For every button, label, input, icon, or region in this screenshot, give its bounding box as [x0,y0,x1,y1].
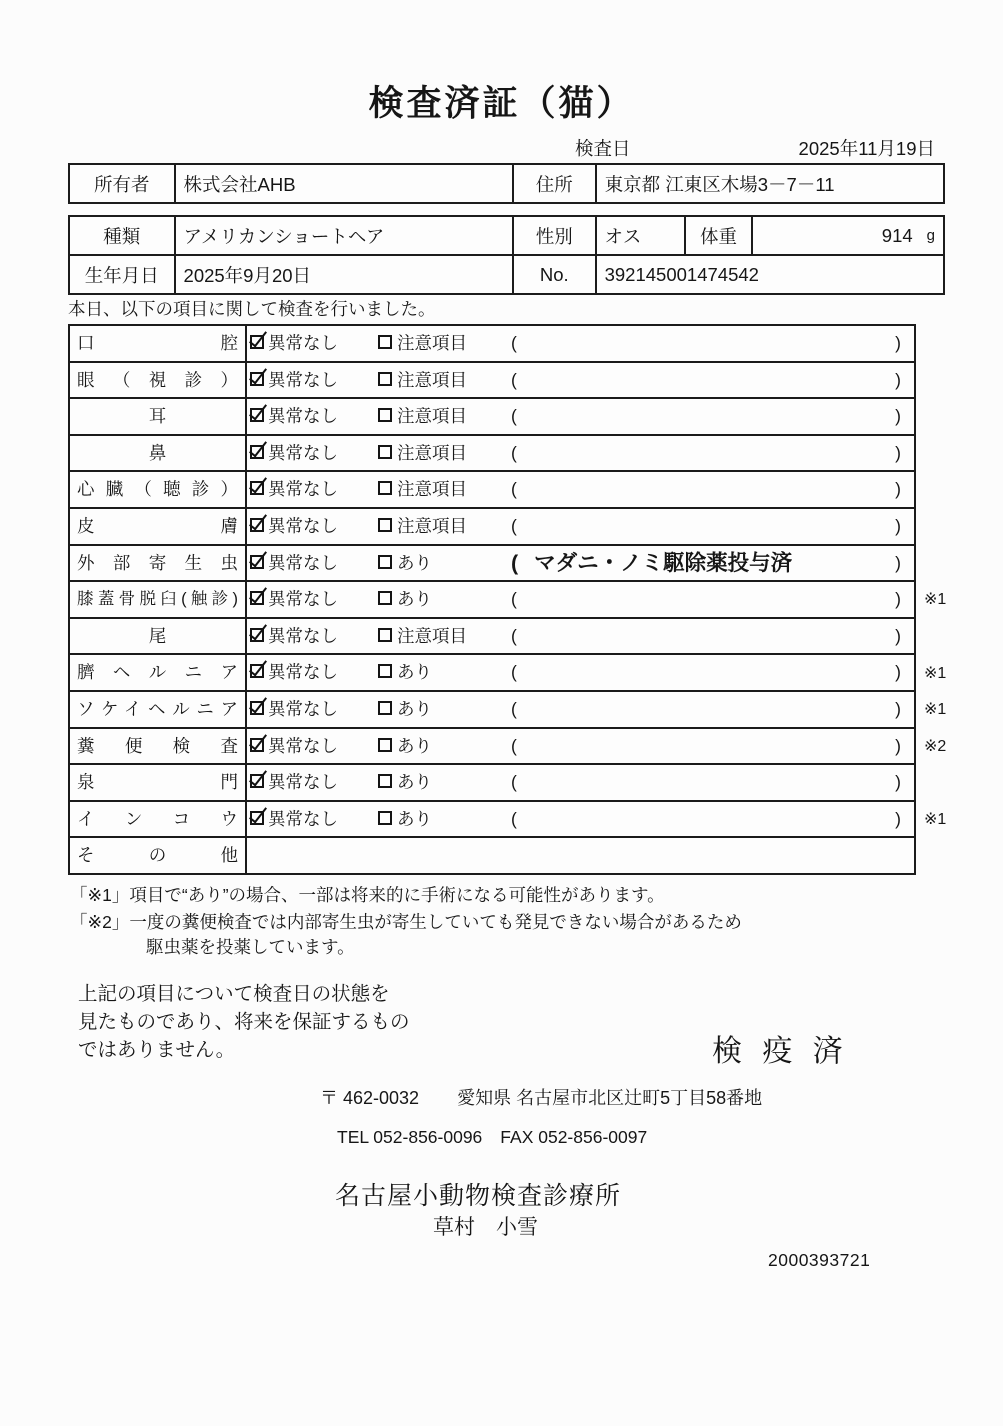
paren-open: ( [511,442,517,463]
paren-open: ( [511,589,517,610]
paren-open: ( [511,333,517,353]
checkbox-checked-icon [250,445,264,459]
row-content [247,655,914,690]
checkbox-checked-icon [250,372,264,386]
disclaimer-line-1: 上記の項目について検査日の状態を [78,983,390,1005]
note-wrap [511,472,533,507]
checkbox-unchecked-icon [378,408,392,422]
species-label: 種類 [103,225,141,247]
paren-close: ) [895,552,901,573]
paren-open: ( [511,735,517,756]
checkbox-checked-icon [250,628,264,642]
clinic-tel-line [337,1127,647,1148]
address-value: 東京都 江東区木場3－7－11 [595,165,943,202]
checkbox-checked-icon [250,555,264,569]
table-row [70,509,914,546]
ok-label: 異常なし [268,369,338,390]
row-label: ソケイヘルニア [70,692,247,727]
ok-label: 異常なし [268,406,338,427]
sex-value: オス [595,217,685,254]
quarantine-stamp: 検 疫 済 [712,1035,849,1068]
checkbox-checked-icon [250,335,264,349]
paren-close: ) [895,625,901,646]
note-wrap [511,326,533,361]
paren-open: ( [511,406,517,427]
table-row [70,326,914,363]
exam-date-value: 2025年11月19日 [798,138,935,159]
row-label: 眼 （ 視 診 ） [70,363,247,398]
row-label: 耳 [70,399,247,434]
ok-label: 異常なし [268,772,338,793]
ok-label: 異常なし [268,808,338,829]
paren-close: ) [895,479,901,500]
owner-label: 所有者 [94,173,150,195]
clinic-tel: TEL 052-856-0096 [337,1127,483,1147]
alt-label: あり [397,808,432,829]
clinic-postal-line [320,1084,762,1110]
checkbox-unchecked-icon [378,591,392,605]
checkbox-unchecked-icon [378,628,392,642]
paren-open: ( [511,625,517,646]
checkbox-checked-icon [250,774,264,788]
checkbox-unchecked-icon [378,445,392,459]
checkbox-unchecked-icon [378,372,392,386]
paren-open: ( [511,698,517,719]
checkbox-checked-icon [250,738,264,752]
ok-label: 異常なし [268,735,338,756]
checkbox-unchecked-icon [378,664,392,678]
table-row [70,838,914,873]
owner-value: 株式会社AHB [174,165,512,202]
paren-open: ( [511,479,517,500]
note-wrap [511,363,533,398]
checkbox-checked-icon [250,481,264,495]
ok-label: 異常なし [268,442,338,463]
row-label: 外 部 寄 生 虫 [70,546,247,581]
note-wrap [511,509,533,544]
note-wrap [511,765,533,800]
row-content [247,509,914,544]
row-label: そ の 他 [70,838,247,873]
no-label: No. [512,256,595,293]
alt-label: あり [397,735,432,756]
footnote-2: 「※2」一度の糞便検査では内部寄生虫が寄生していても発見できない場合があるため [70,912,742,932]
alt-label: 注意項目 [397,479,467,500]
row-content [247,838,914,873]
paren-close: ) [895,369,901,390]
alt-label: 注意項目 [397,625,467,646]
row-content [247,582,914,617]
postal-code: 〒 462-0032 [320,1088,420,1108]
weight-unit: g [926,227,935,244]
table-row [70,655,947,692]
table-row [70,399,914,436]
intro-sentence: 本日、以下の項目に関して検査を行いました。 [68,299,436,319]
ok-label: 異常なし [268,662,338,683]
ok-label: 異常なし [268,698,338,719]
exam-date-label: 検査日 [575,138,631,159]
row-label: 口 腔 [70,326,247,361]
alt-label: あり [397,589,432,610]
page-title: 検査済証（猫） [368,84,635,123]
row-note: マダニ・ノミ駆除薬投与済 [534,550,793,575]
table-row [70,472,914,509]
birth-row [70,254,943,293]
footnote-mark: ※1 [924,591,947,609]
table-row [70,619,914,656]
checkbox-unchecked-icon [378,555,392,569]
checkbox-unchecked-icon [378,518,392,532]
ok-label: 異常なし [268,515,338,536]
address-label: 住所 [512,165,595,202]
paren-close: ) [895,442,901,463]
checkbox-checked-icon [250,408,264,422]
clinic-address: 愛知県 名古屋市北区辻町5丁目58番地 [457,1088,763,1108]
note-wrap [511,582,533,617]
footnote-2-continued: 駆虫薬を投薬しています。 [146,937,355,957]
paren-close: ) [895,772,901,793]
table-row [70,546,914,583]
row-label: 糞 便 検 査 [70,729,247,764]
birth-value: 2025年9月20日 [174,256,512,293]
checkbox-checked-icon [250,518,264,532]
checkbox-unchecked-icon [378,335,392,349]
row-label: イ ン コ ウ [70,802,247,837]
footnote-mark: ※2 [924,737,947,755]
note-wrap [511,399,533,434]
ok-label: 異常なし [268,333,338,353]
paren-open: ( [511,369,517,390]
footnote-mark: ※1 [924,701,947,719]
species-value: アメリカンショートヘア [174,217,512,254]
checklist-table [68,324,947,875]
row-label: 鼻 [70,436,247,471]
table-row [70,436,914,473]
alt-label: あり [397,662,432,683]
ok-label: 異常なし [268,552,338,573]
alt-label: あり [397,552,432,573]
alt-label: 注意項目 [397,442,467,463]
alt-label: あり [397,772,432,793]
no-value: 392145001474542 [595,256,943,293]
paren-close: ) [895,589,901,610]
row-content [247,472,914,507]
disclaimer-line-3: ではありません。 [78,1039,236,1061]
sex-label: 性別 [512,217,595,254]
alt-label: 注意項目 [397,515,467,536]
checkbox-unchecked-icon [378,701,392,715]
ok-label: 異常なし [268,589,338,610]
alt-label: 注意項目 [397,369,467,390]
checkbox-unchecked-icon [378,481,392,495]
paren-close: ) [895,333,901,353]
serial-number: 2000393721 [768,1250,871,1270]
note-wrap [511,802,533,837]
disclaimer-line-2: 見たものであり、将来を保証するもの [78,1011,410,1033]
table-row [70,692,947,729]
row-label: 尾 [70,619,247,654]
paren-open: ( [511,662,517,683]
row-label: 膝蓋骨脱臼(触診) [70,582,247,617]
checkbox-checked-icon [250,701,264,715]
exam-date-row [0,135,935,161]
row-label: 臍 ヘ ル ニ ア [70,655,247,690]
paren-close: ) [895,808,901,829]
clinic-fax: FAX 052-856-0097 [500,1127,648,1147]
ok-label: 異常なし [268,625,338,646]
owner-table [68,163,945,204]
paren-close: ) [895,406,901,427]
paren-close: ) [895,698,901,719]
row-content [247,729,914,764]
table-row [70,363,914,400]
row-content [247,619,914,654]
alt-label: 注意項目 [397,333,467,353]
note-wrap [511,436,533,471]
row-content [247,363,914,398]
pet-table [68,215,945,295]
row-content [247,692,914,727]
footnote-1: 「※1」項目で“あり”の場合、一部は将来的に手術になる可能性があります。 [70,885,665,905]
row-content [247,436,914,471]
paren-open: ( [511,772,517,793]
footnote-mark: ※1 [924,811,947,829]
row-content [247,546,914,581]
birth-label: 生年月日 [84,264,159,286]
note-wrap [511,655,533,690]
footnote-mark: ※1 [924,664,947,682]
row-label: 皮 膚 [70,509,247,544]
table-row [70,582,947,619]
alt-label: 注意項目 [397,406,467,427]
checkbox-checked-icon [250,591,264,605]
checkbox-unchecked-icon [378,811,392,825]
checkbox-checked-icon [250,664,264,678]
note-wrap [511,729,533,764]
table-row [70,802,947,839]
paren-open: ( [511,515,517,536]
checkbox-unchecked-icon [378,774,392,788]
paren-open: ( [511,808,517,829]
clinic-name: 名古屋小動物検査診療所 [335,1182,622,1210]
paren-open: ( [511,550,519,575]
row-label: 泉 門 [70,765,247,800]
row-label: 心 臓 （ 聴 診 ） [70,472,247,507]
row-content [247,765,914,800]
ok-label: 異常なし [268,479,338,500]
paren-close: ) [895,735,901,756]
checkbox-checked-icon [250,811,264,825]
checkbox-unchecked-icon [378,738,392,752]
note-wrap [511,546,792,581]
veterinarian-name: 草村 小雪 [433,1216,538,1239]
species-row [70,217,943,254]
owner-row [70,165,943,202]
note-wrap [511,619,533,654]
table-row [70,729,947,766]
disclaimer-paragraph [78,980,410,1064]
weight-value: 914 [881,224,913,246]
row-content [247,326,914,361]
note-wrap [511,692,533,727]
row-content [247,802,914,837]
paren-close: ) [895,662,901,683]
paren-close: ) [895,515,901,536]
weight-label: 体重 [684,217,751,254]
row-content [247,399,914,434]
weight-value-cell [751,217,943,254]
alt-label: あり [397,698,432,719]
table-row [70,765,914,802]
